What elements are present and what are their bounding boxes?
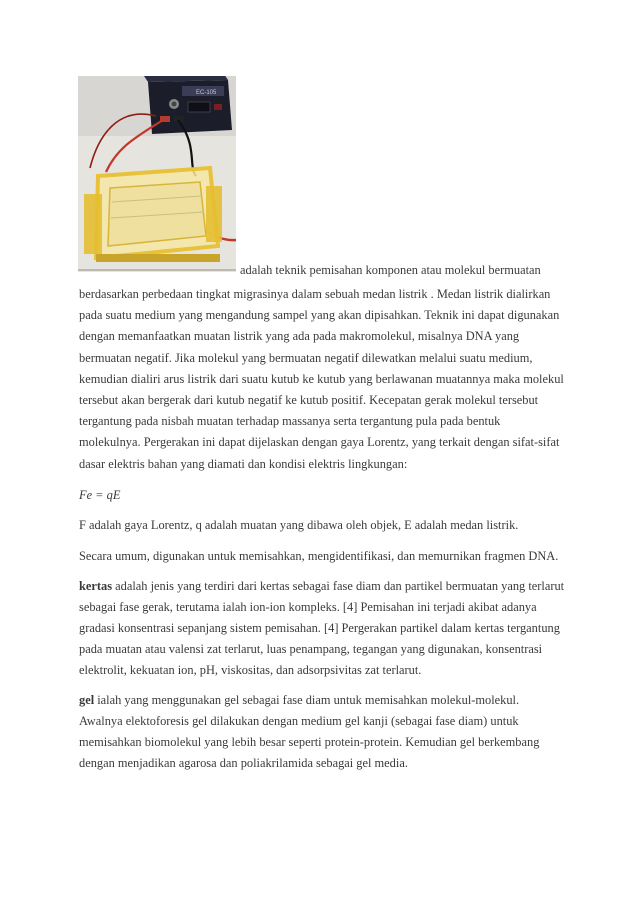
- term-kertas: kertas: [79, 579, 113, 594]
- article-body: [79, 284, 565, 784]
- term-gel: gel: [79, 693, 95, 708]
- intro-line: adalah teknik pemisahan komponen atau molekul bermuatan: [240, 263, 541, 277]
- svg-text:EC-105: EC-105: [196, 90, 217, 96]
- electrophoresis-apparatus-photo: [78, 76, 236, 272]
- paragraph-gel-text: ialah yang menggunakan gel sebagai fase diam untuk memisahkan molekul-molekul. Awalnya elektoforesis gel dilakukan dengan medium gel kanji (sebagai fase diam) untuk memisahkan biomolekul yang lebih besar seperti protein-protein. Kemudian gel berkembang dengan menjadikan agarosa dan poliakrilamida sebagai gel media.: [79, 693, 540, 770]
- paragraph-paper-text: adalah jenis yang terdiri dari kertas sebagai fase diam dan partikel bermuatan yang terlarut sebagai fase gerak, terutama ialah ion-ion kompleks. [4] Pemisahan ini terjadi akibat adanya gradasi konsentrasi sepanjang sistem pemisahan. [4] Pergerakan partikel dalam kertas tergantung pada muatan atau valensi zat terlarut, luas penampang, tegangan yang digunakan, konsentrasi elektrolit, kekuatan ion, pH, viskositas, dan adsorpsivitas zat terlarut.: [79, 579, 565, 677]
- paragraph-lorentz-explanation: F adalah gaya Lorentz, q adalah muatan yang dibawa oleh objek, E adalah medan listrik.: [79, 517, 519, 532]
- paragraph-paper-electrophoresis: [79, 576, 565, 680]
- paragraph-electrophoresis-definition: berdasarkan perbedaan tingkat migrasinya dalam sebuah medan listrik . Medan listrik dialirkan pada suatu medium yang mengandung sampel yang akan dipisahkan. Teknik ini dapat digunakan dengan memanfaatkan muatan listrik yang ada pada makromolekul, misalnya DNA yang bermuatan negatif. Jika molekul yang bermuatan negatif dilewatkan melalui suatu medium, kemudian dialiri arus listrik dari suatu kutub ke kutub yang berlawanan muatannya maka molekul tersebut akan bergerak dari kutub negatif ke kutub positif. Kecepatan gerak molekul tersebut tergantung pada nisbah muatan terhadap massanya serta tergantung pula pada bentuk molekulnya. Pergerakan ini dapat dijelaskan dengan gaya Lorentz, yang terkait dengan sifat-sifat dasar elektris bahan yang diamati dan kondisi elektris lingkungan:: [79, 287, 564, 471]
- power-supply-icon: [144, 76, 232, 134]
- gel-tank-icon: [84, 168, 222, 262]
- electrophoresis-apparatus-illustration: [78, 76, 236, 272]
- paragraph-general-use: Secara umum, digunakan untuk memisahkan, mengidentifikasi, dan memurnikan fragmen DNA.: [79, 548, 559, 563]
- formula-lorentz: Fe = qE: [79, 487, 121, 502]
- paragraph-gel-electrophoresis: [79, 690, 565, 773]
